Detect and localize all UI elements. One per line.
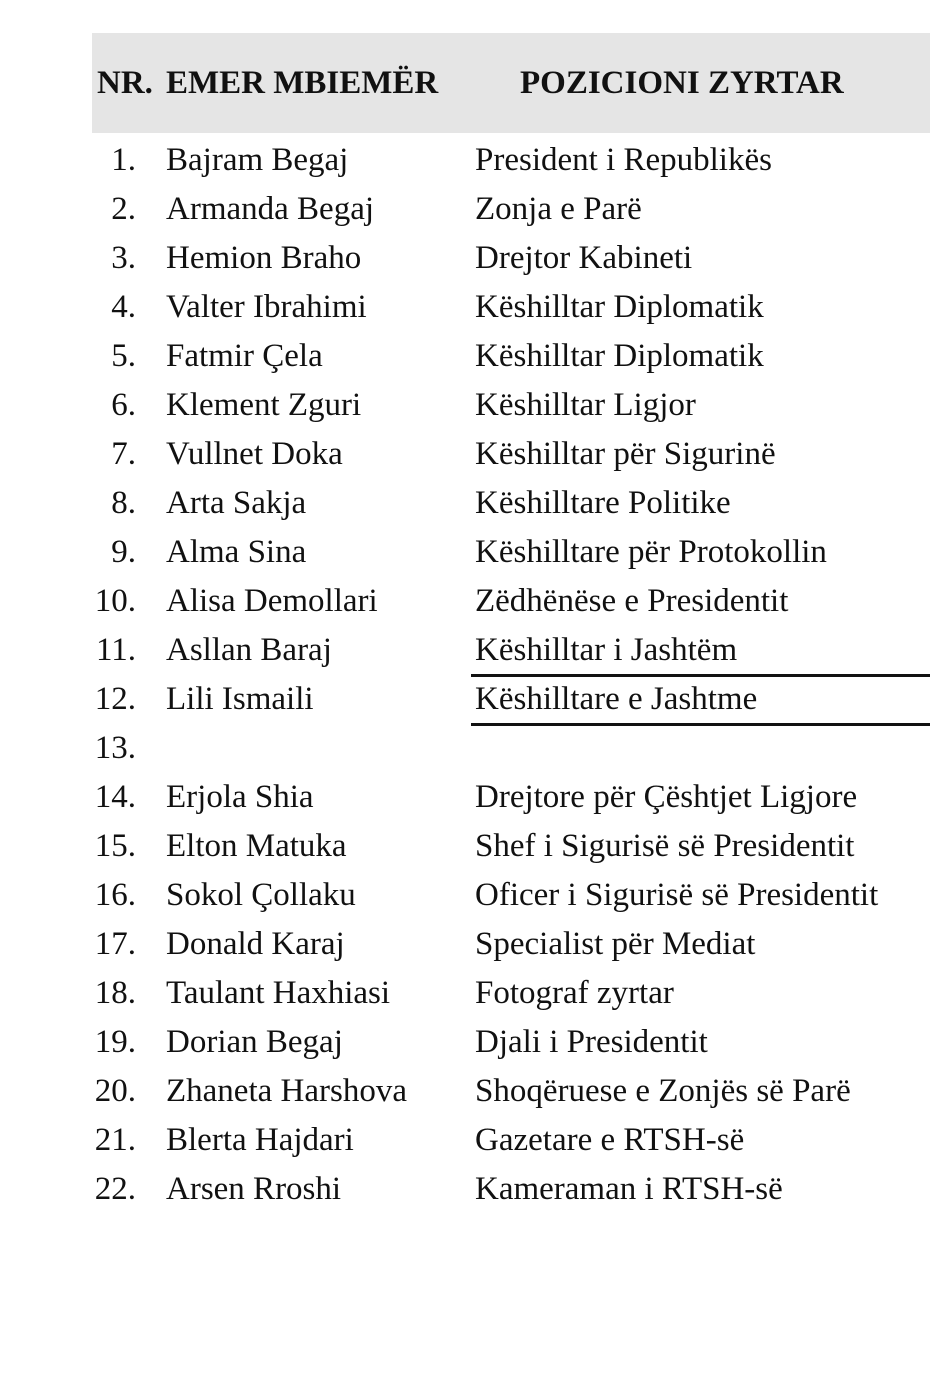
row-name: Hemion Braho — [166, 240, 362, 276]
row-number: 17. — [94, 926, 136, 962]
row-number: 18. — [94, 975, 136, 1011]
row-name: Armanda Begaj — [166, 191, 375, 227]
row-number: 4. — [111, 289, 136, 325]
row-number: 5. — [111, 338, 136, 374]
row-number: 9. — [111, 534, 136, 570]
row-name: Valter Ibrahimi — [166, 289, 367, 325]
row-name: Elton Matuka — [166, 828, 347, 864]
row-position: Këshilltar për Sigurinë — [475, 436, 776, 472]
table-row — [0, 822, 930, 871]
table-row — [0, 871, 930, 920]
row-position: Këshilltar i Jashtëm — [475, 632, 738, 668]
table-row — [0, 1165, 930, 1214]
row-number: 14. — [94, 779, 136, 815]
header-nr: NR. — [97, 65, 153, 101]
table-row — [0, 969, 930, 1018]
row-number: 20. — [94, 1073, 136, 1109]
row-number: 2. — [111, 191, 136, 227]
header-position: POZICIONI ZYRTAR — [520, 65, 844, 101]
row-name: Arsen Rroshi — [166, 1171, 342, 1207]
row-number: 1. — [111, 142, 136, 178]
row-name: Blerta Hajdari — [166, 1122, 354, 1158]
row-divider — [471, 674, 930, 677]
row-position: Këshilltare Politike — [475, 485, 731, 521]
table-row — [0, 626, 930, 675]
row-name: Asllan Baraj — [166, 632, 332, 668]
row-name: Bajram Begaj — [166, 142, 349, 178]
row-position: Fotograf zyrtar — [475, 975, 674, 1011]
table-row — [0, 332, 930, 381]
row-position: Këshilltar Ligjor — [475, 387, 696, 423]
row-number: 11. — [95, 632, 136, 668]
row-number: 6. — [111, 387, 136, 423]
row-number: 12. — [94, 681, 136, 717]
row-name: Fatmir Çela — [166, 338, 323, 374]
row-name: Vullnet Doka — [166, 436, 343, 472]
row-position: Specialist për Mediat — [475, 926, 756, 962]
table-row — [0, 1018, 930, 1067]
row-name: Klement Zguri — [166, 387, 362, 423]
row-position: Shef i Sigurisë së Presidentit — [475, 828, 855, 864]
table-row — [0, 528, 930, 577]
row-position: Këshilltare e Jashtme — [475, 681, 758, 717]
row-name: Donald Karaj — [166, 926, 345, 962]
row-name: Alma Sina — [166, 534, 307, 570]
row-name: Lili Ismaili — [166, 681, 314, 717]
table-row — [0, 479, 930, 528]
row-position: Drejtore për Çështjet Ligjore — [475, 779, 858, 815]
row-divider — [471, 723, 930, 726]
row-number: 21. — [94, 1122, 136, 1158]
row-position: Djali i Presidentit — [475, 1024, 708, 1060]
table-row — [0, 381, 930, 430]
row-position: Zëdhënëse e Presidentit — [475, 583, 789, 619]
row-position: Këshilltare për Protokollin — [475, 534, 827, 570]
row-number: 19. — [94, 1024, 136, 1060]
row-name: Erjola Shia — [166, 779, 314, 815]
row-name: Taulant Haxhiasi — [166, 975, 391, 1011]
row-name: Sokol Çollaku — [166, 877, 356, 913]
table-row — [0, 234, 930, 283]
table-row — [0, 136, 930, 185]
row-number: 15. — [94, 828, 136, 864]
table-row — [0, 283, 930, 332]
table-row — [0, 577, 930, 626]
row-number: 3. — [111, 240, 136, 276]
row-position: Këshilltar Diplomatik — [475, 289, 764, 325]
table-row — [0, 430, 930, 479]
table-row — [0, 185, 930, 234]
table-row — [0, 773, 930, 822]
table-row — [0, 675, 930, 724]
row-number: 16. — [94, 877, 136, 913]
row-name: Alisa Demollari — [166, 583, 378, 619]
row-name: Zhaneta Harshova — [166, 1073, 407, 1109]
row-position: President i Republikës — [475, 142, 772, 178]
row-position: Oficer i Sigurisë së Presidentit — [475, 877, 879, 913]
row-position: Zonja e Parë — [475, 191, 642, 227]
table-row — [0, 920, 930, 969]
table-row — [0, 724, 930, 773]
header-name: EMER MBIEMËR — [166, 65, 439, 101]
row-position: Drejtor Kabineti — [475, 240, 693, 276]
table-row — [0, 1067, 930, 1116]
row-position: Shoqëruese e Zonjës së Parë — [475, 1073, 851, 1109]
row-name: Arta Sakja — [166, 485, 307, 521]
row-number: 22. — [94, 1171, 136, 1207]
row-name: Dorian Begaj — [166, 1024, 343, 1060]
row-position: Gazetare e RTSH-së — [475, 1122, 745, 1158]
row-position: Këshilltar Diplomatik — [475, 338, 764, 374]
row-number: 10. — [94, 583, 136, 619]
row-number: 13. — [94, 730, 136, 766]
table-row — [0, 1116, 930, 1165]
row-number: 8. — [111, 485, 136, 521]
row-position: Kameraman i RTSH-së — [475, 1171, 783, 1207]
row-number: 7. — [111, 436, 136, 472]
